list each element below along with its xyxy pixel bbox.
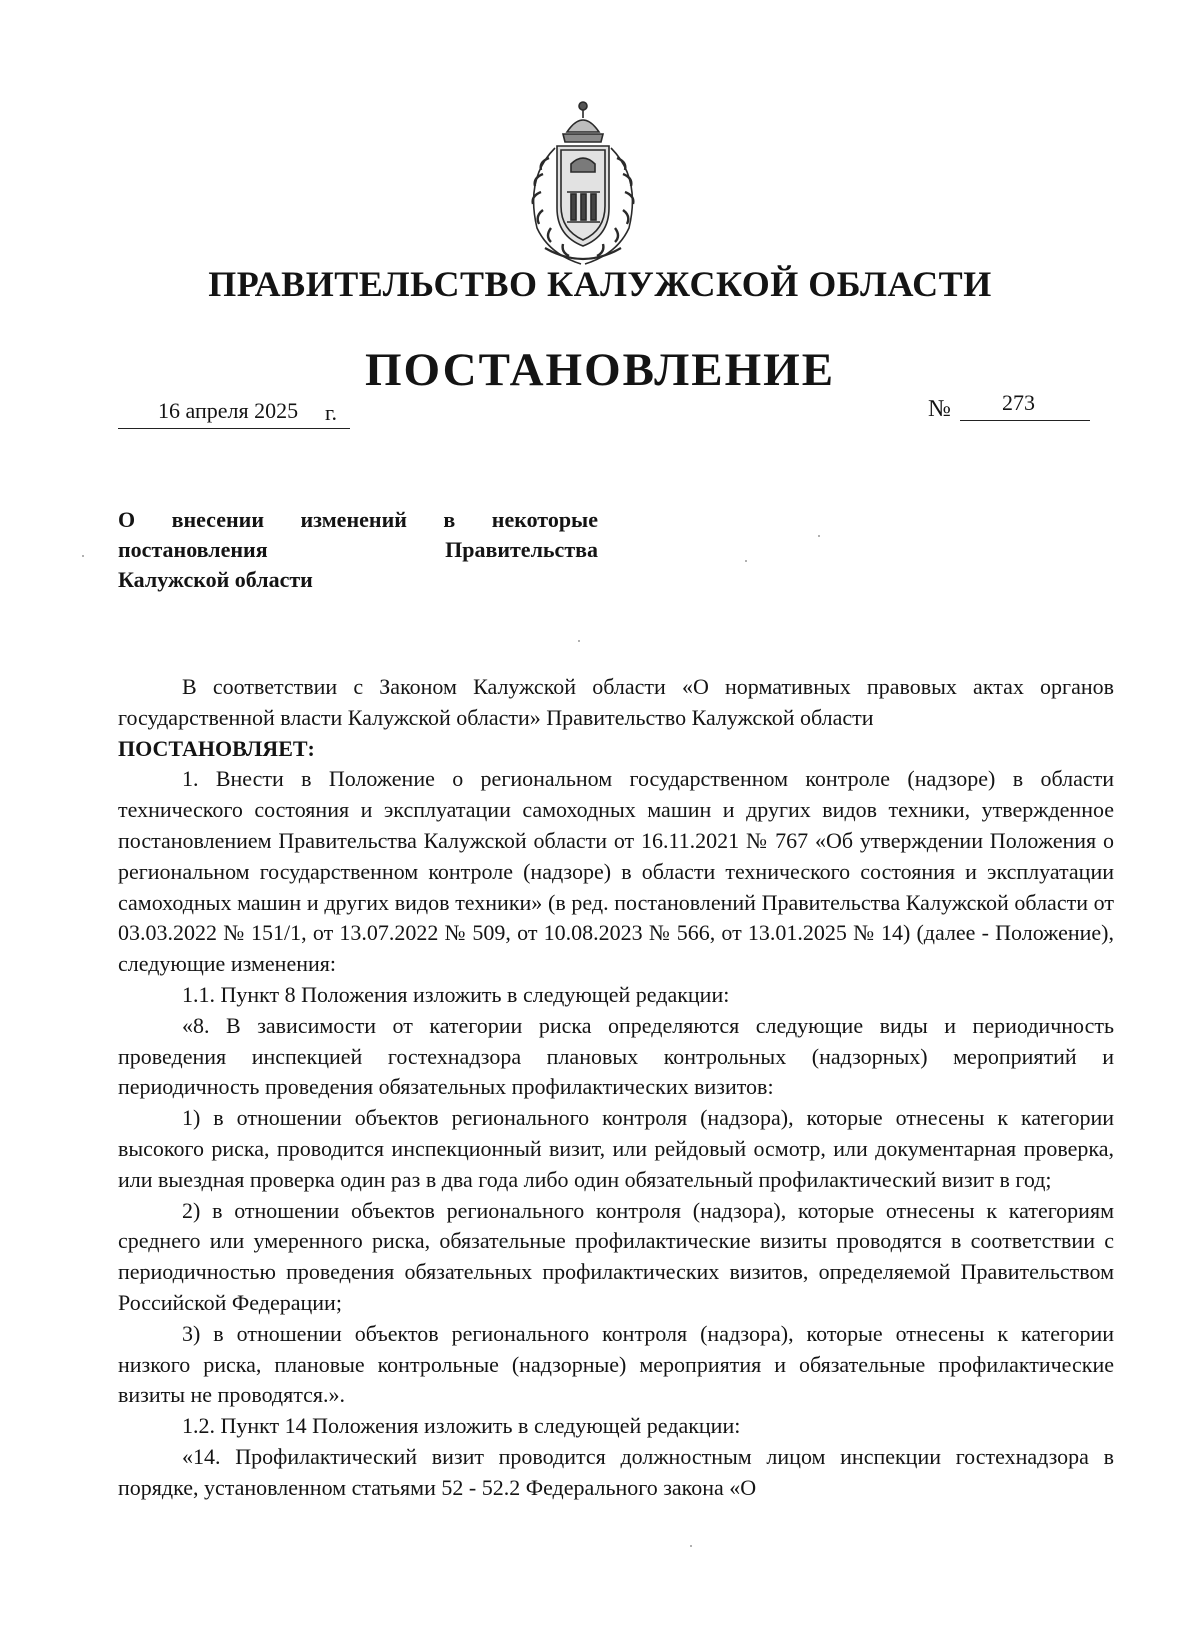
coat-of-arms-emblem-icon [515,98,651,270]
decree-word: ПОСТАНОВЛЯЕТ: [118,735,315,761]
preamble-paragraph: В соответствии с Законом Калужской области «О нормативных правовых актах органов государственной власти Калужской области» Правительство Калужской области [118,674,1114,730]
paragraph-8-item-1: 1) в отношении объектов регионального контроля (надзора), которые отнесены к категории высокого риска, проводится инспекционный визит, или рейдовый осмотр, или документарная проверка, или выездная проверка один раз в два года либо один обязательный профилактический визит в год; [118,1105,1114,1192]
document-subject [118,505,598,595]
document-body [118,672,1114,1504]
document-type-title: ПОСТАНОВЛЕНИЕ [364,344,836,396]
paragraph-1-1: 1.1. Пункт 8 Положения изложить в следующей редакции: [182,981,730,1007]
paragraph-8-item-2: 2) в отношении объектов регионального контроля (надзора), которые отнесены к категориям среднего или умеренного риска, обязательные профилактические визиты проводятся в соответствии с периодичностью проведения обязательных профилактических визитов, определяемой Правительством Российской Федерации; [118,1197,1114,1315]
paragraph-1: 1. Внести в Положение о региональном государственном контроле (надзоре) в области технического состояния и эксплуатации самоходных машин и других видов техники, утвержденное постановлением Правительства Калужской области от 16.11.2021 № 767 «Об утверждении Положения о региональном государственном контроле (надзоре) в области технического состояния и эксплуатации самоходных машин и других видов техники» (в ред. постановлений Правительства Калужской области от 03.03.2022 № 151/1, от 13.07.2022 № 509, от 10.08.2023 № 566, от 13.01.2025 № 14) (далее - Положение), следующие изменения: [118,766,1114,977]
number-label: № [928,396,951,422]
subject-line-1: О внесении изменений в некоторые [118,507,598,532]
date-year-suffix: г. [325,400,338,425]
paragraph-8: «8. В зависимости от категории риска определяются следующие виды и периодичность проведения инспекцией гостехнадзора плановых контрольных (надзорных) мероприятий и периодичность проведения обязательных профилактических визитов: [118,1012,1114,1100]
document-date: 16 апреля 2025 [158,398,299,423]
date-field [118,398,350,429]
issuing-authority-title: ПРАВИТЕЛЬСТВО КАЛУЖСКОЙ ОБЛАСТИ [208,264,992,304]
subject-line-3: Калужской области [118,567,313,592]
paragraph-14: «14. Профилактический визит проводится должностным лицом инспекции гостехнадзора в порядке, установленном статьями 52 - 52.2 Федерального закона «О [118,1443,1114,1500]
paragraph-8-item-3: 3) в отношении объектов регионального контроля (надзора), которые отнесены к категории низкого риска, плановые контрольные (надзорные) мероприятия и обязательные профилактические визиты не проводятся.». [118,1320,1114,1408]
document-number: 273 [1002,390,1035,415]
subject-line-2: постановления Правительства [118,537,598,562]
paragraph-1-2: 1.2. Пункт 14 Положения изложить в следующей редакции: [182,1413,741,1439]
number-field [960,390,1090,421]
